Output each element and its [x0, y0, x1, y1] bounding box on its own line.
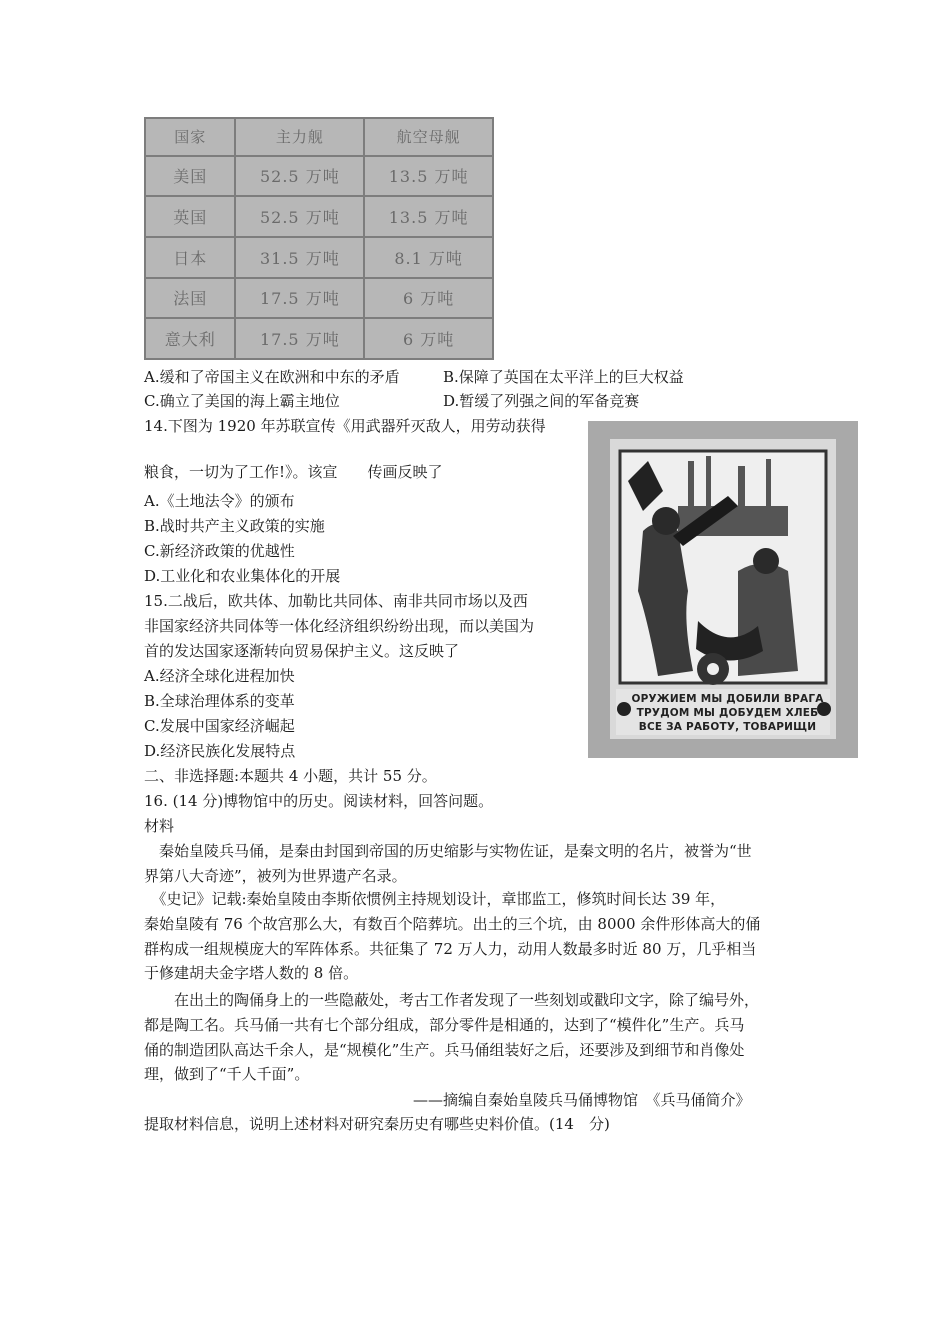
q15-stem-line-2: 非国家经济共同体等一体化经济组织纷纷出现，而以美国为 — [144, 617, 535, 635]
table-cell: 17.5 万吨 — [235, 278, 364, 319]
table-header-row — [145, 118, 493, 156]
q14-option-b: B.战时共产主义政策的实施 — [144, 517, 325, 535]
q16-paragraph-2-line-3: 群构成一组规模庞大的军阵体系。共征集了 72 万人力，动用人数最多时近 80 万，几乎相当 — [144, 940, 757, 958]
q14-stem-line-2: 粮食，一切为了工作!》。该宣 传画反映了 — [144, 463, 443, 481]
table-header-cell: 航空母舰 — [364, 118, 493, 156]
table-cell: 52.5 万吨 — [235, 196, 364, 237]
q15-stem-line-3: 首的发达国家逐渐转向贸易保护主义。这反映了 — [144, 642, 460, 660]
table-cell: 31.5 万吨 — [235, 237, 364, 278]
q16-question: 提取材料信息，说明上述材料对研究秦历史有哪些史料价值。(14 分) — [144, 1115, 610, 1133]
table-row — [145, 196, 493, 237]
q16-title: 16. (14 分)博物馆中的历史。阅读材料，回答问题。 — [144, 792, 494, 810]
soviet-poster-image — [588, 421, 858, 758]
table-cell: 52.5 万吨 — [235, 156, 364, 197]
q14-option-a: A.《土地法令》的颁布 — [144, 492, 295, 510]
table-cell: 意大利 — [145, 318, 235, 359]
table-cell: 6 万吨 — [364, 278, 493, 319]
q16-source-citation: ——摘编自秦始皇陵兵马俑博物馆 《兵马俑简介》 — [413, 1091, 751, 1109]
q15-option-d: D.经济民族化发展特点 — [144, 742, 296, 760]
table-cell: 17.5 万吨 — [235, 318, 364, 359]
q14-stem-line-1: 14.下图为 1920 年苏联宣传《用武器歼灭敌人，用劳动获得 — [144, 417, 546, 435]
table-cell: 6 万吨 — [364, 318, 493, 359]
table-row — [145, 278, 493, 319]
q15-stem-line-1: 15.二战后，欧共体、加勒比共同体、南非共同市场以及西 — [144, 592, 528, 610]
q16-paragraph-3-line-4: 理，做到了“千人千面”。 — [144, 1065, 310, 1083]
table-cell: 8.1 万吨 — [364, 237, 493, 278]
q16-paragraph-1-line-1: 秦始皇陵兵马俑，是秦由封国到帝国的历史缩影与实物佐证，是秦文明的名片，被誉为“世 — [144, 842, 752, 860]
q16-paragraph-2-line-1: 《史记》记载:秦始皇陵由李斯依惯例主持规划设计，章邯监工，修筑时间长达 39 年， — [144, 890, 726, 908]
q13-option-d: D.暂缓了列强之间的军备竞赛 — [443, 392, 640, 410]
table-header-cell: 主力舰 — [235, 118, 364, 156]
table-cell: 日本 — [145, 237, 235, 278]
q16-paragraph-3-line-3: 俑的制造团队高达千余人，是“规模化”生产。兵马俑组装好之后，还要涉及到细节和肖像处 — [144, 1041, 745, 1059]
q16-paragraph-1-line-2: 界第八大奇迹”，被列为世界遗产名录。 — [144, 867, 407, 885]
table-cell: 13.5 万吨 — [364, 196, 493, 237]
table-header-cell: 国家 — [145, 118, 235, 156]
q14-option-d: D.工业化和农业集体化的开展 — [144, 567, 341, 585]
table-cell: 法国 — [145, 278, 235, 319]
table-row — [145, 318, 493, 359]
q15-option-a: A.经济全球化进程加快 — [144, 667, 295, 685]
poster-caption-line-3: ВСЕ ЗА РАБОТУ, ТОВАРИЩИ — [638, 721, 817, 733]
q16-paragraph-2-line-2: 秦始皇陵有 76 个故宫那么大，有数百个陪葬坑。出土的三个坑，由 8000 余件形体高大的俑 — [144, 915, 761, 933]
table-row — [145, 156, 493, 197]
q13-option-c: C.确立了美国的海上霸主地位 — [144, 392, 340, 410]
q16-paragraph-2-line-4: 于修建胡夫金字塔人数的 8 倍。 — [144, 964, 359, 982]
table-cell: 英国 — [145, 196, 235, 237]
poster-caption-line-1: ОРУЖИЕМ МЫ ДОБИЛИ ВРАГА — [631, 693, 824, 705]
q15-option-b: B.全球治理体系的变革 — [144, 692, 295, 710]
q13-option-b: B.保障了英国在太平洋上的巨大权益 — [443, 368, 684, 386]
q16-material-label: 材料 — [144, 817, 175, 835]
q16-paragraph-3-line-2: 都是陶工名。兵马俑一共有七个部分组成，部分零件是相通的，达到了“模件化”生产。兵马 — [144, 1016, 745, 1034]
naval-tonnage-table — [144, 117, 494, 360]
q15-option-c: C.发展中国家经济崛起 — [144, 717, 295, 735]
q13-option-a: A.缓和了帝国主义在欧洲和中东的矛盾 — [144, 368, 400, 386]
poster-caption-line-2: ТРУДОМ МЫ ДОБУДЕМ ХЛЕБ — [636, 707, 819, 719]
naval-tonnage-table-photo — [144, 117, 494, 360]
q16-paragraph-3-line-1: 在出土的陶俑身上的一些隐蔽处，考古工作者发现了一些刻划或戳印文字，除了编号外， — [144, 991, 760, 1009]
section-two-heading: 二、非选择题:本题共 4 小题，共计 55 分。 — [144, 767, 437, 785]
q14-option-c: C.新经济政策的优越性 — [144, 542, 295, 560]
table-cell: 13.5 万吨 — [364, 156, 493, 197]
table-cell: 美国 — [145, 156, 235, 197]
table-row — [145, 237, 493, 278]
